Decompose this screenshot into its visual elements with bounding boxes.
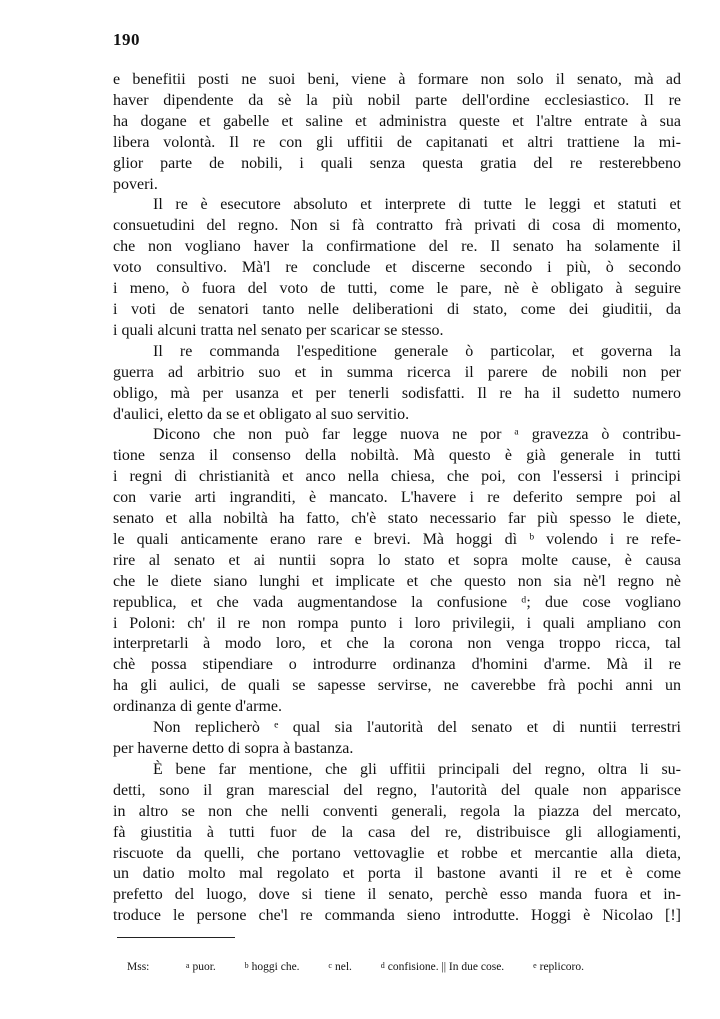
- text-line: senato et alla nobiltà ha fatto, ch'è stato necessario far più spesso le diete,: [113, 510, 681, 528]
- footnote-text: confisione. || In due cose.: [387, 961, 505, 973]
- text-line: d'aulici, eletto da se et obligato al suo servitio.: [113, 405, 410, 423]
- text-line: obligo, mà per usanza et per tenerli sodisfatti. Il re ha il sudetto numero: [113, 384, 681, 402]
- text-line: e benefitii posti ne suoi beni, viene à formare non solo il senato, mà ad: [113, 71, 681, 88]
- text-line: consuetudini del regno. Non si fà contratto frà privati di cosa di momento,: [113, 217, 681, 235]
- text-line: Il re è esecutore absoluto et interprete di tutte le leggi et statuti et: [153, 196, 681, 214]
- page-number: 190: [113, 30, 140, 49]
- text-line: fà giustitia à tutti fuor de la casa del re, distribuisce gli allogiamenti,: [113, 823, 681, 841]
- text-line: i Poloni: ch' il re non rompa punto i loro privilegii, i quali ampliano con: [113, 614, 681, 632]
- text-line: un datio molto mal regolato et porta il bastone avanti il re et è come: [113, 865, 681, 883]
- text-line: poveri.: [113, 175, 158, 193]
- text-line: che non vogliano haver la confirmatione del re. Il senato ha solamente il: [113, 238, 681, 256]
- text-line: i regni di christianità et anco nella chiesa, che poi, con l'essersi i principi: [113, 468, 681, 486]
- text-line: interpretarli à modo loro, et che la corona non venga troppo ricca, tal: [113, 635, 681, 653]
- text-line: ha gli aulici, de quali se sapesse servirse, ne caverebbe frà pochi anni un: [113, 677, 681, 695]
- text-line: libera volontà. Il re con gli uffitii de capitanati et altri trattiene la mi-: [113, 133, 681, 151]
- text-line: glior parte de nobili, i quali senza questa gratia del re resterebbeno: [113, 154, 681, 172]
- text-line: rire al senato et ai nuntii sopra lo stato et sopra molte cause, è causa: [113, 551, 681, 569]
- text-line: ha dogane et gabelle et saline et administra queste et l'altre entrate à sua: [113, 112, 681, 130]
- text-line: che le diete siano lunghi et implicate et che questo non sia nè'l regno nè: [113, 572, 681, 590]
- text-line: detti, sono il gran marescial del regno, l'autorità del quale non apparisce: [113, 781, 681, 799]
- footnote-item: [245, 961, 300, 973]
- footnote-text: nel.: [334, 961, 352, 973]
- footnote-mark: b: [244, 961, 249, 970]
- footnote-item: [533, 961, 584, 973]
- text-line: Il re commanda l'espeditione generale ò particolar, et governa la: [153, 342, 681, 360]
- text-line: con varie arti ingranditi, è mancato. L'havere i re deferito sempre poi al: [113, 489, 681, 507]
- footnote-item: [381, 961, 504, 973]
- text-line: chè possa stipendiare o introdurre ordinanza d'homini d'arme. Mà il re: [113, 656, 681, 674]
- footnote-mark: e: [533, 961, 537, 970]
- text-line: tione senza il consenso della nobiltà. Mà questo è già generale in tutti: [113, 447, 681, 465]
- text-line: troduce le persone che'l re commanda sieno introdutte. Hoggi è Nicolao [!]: [113, 907, 681, 925]
- footnotes: [127, 961, 687, 973]
- text-line: i voti de senatori tanto nelle deliberationi di stato, come dei giuditii, da: [113, 300, 681, 318]
- text-line: republica, et che vada augmentandose la confusione ᵈ; due cose vogliano: [113, 593, 681, 611]
- text-line: haver dipendente da sè la più nobil parte dell'ordine ecclesiastico. Il re: [113, 91, 681, 109]
- text-line: voto consultivo. Mà'l re conclude et discerne secondo i più, ò secondo: [113, 259, 681, 277]
- text-line: È bene far mentione, che gli uffitii principali del regno, oltra li su-: [153, 760, 681, 778]
- text-line: ordinanza di gente d'arme.: [113, 698, 283, 716]
- text-line: i quali alcuni tratta nel senato per scaricar se stesso.: [113, 321, 444, 339]
- footnote-text: hoggi che.: [251, 961, 300, 973]
- footnote-text: puor.: [192, 961, 216, 973]
- footnote-item: [186, 961, 216, 973]
- text-line: i meno, ò fuora del voto de tutti, come le pare, nè è obligato à seguire: [113, 280, 681, 298]
- text-line: Non replicherò ᵉ qual sia l'autorità del senato et di nuntii terrestri: [153, 719, 681, 737]
- footnote-mark: a: [185, 961, 190, 970]
- footnotes-label: Mss:: [127, 961, 150, 973]
- footnote-mark: d: [380, 961, 385, 970]
- text-line: per haverne detto di sopra à bastanza.: [113, 740, 354, 757]
- footnote-item: [328, 961, 352, 973]
- text-line: in altro se non che nelli conventi generali, regola la piazza del mercato,: [113, 802, 681, 820]
- text-line: prefetto del luogo, dove si tiene il senato, perchè esso manda fuora et in-: [113, 886, 681, 904]
- footnote-rule: [117, 937, 235, 938]
- text-line: guerra ad arbitrio suo et in summa ricerca il parere de nobili non per: [113, 363, 681, 381]
- footnote-mark: c: [328, 961, 332, 970]
- footnote-text: replicoro.: [539, 961, 585, 973]
- text-line: le quali anticamente erano rare e brevi. Mà hoggi dì ᵇ volendo i re refe-: [113, 530, 681, 548]
- body-text: [113, 70, 681, 927]
- text-line: riscuote da quelli, che portano vettovaglie et robbe et mercantie alla dieta,: [113, 844, 681, 862]
- text-line: Dicono che non può far legge nuova ne por ᵃ gravezza ò contribu-: [153, 426, 681, 444]
